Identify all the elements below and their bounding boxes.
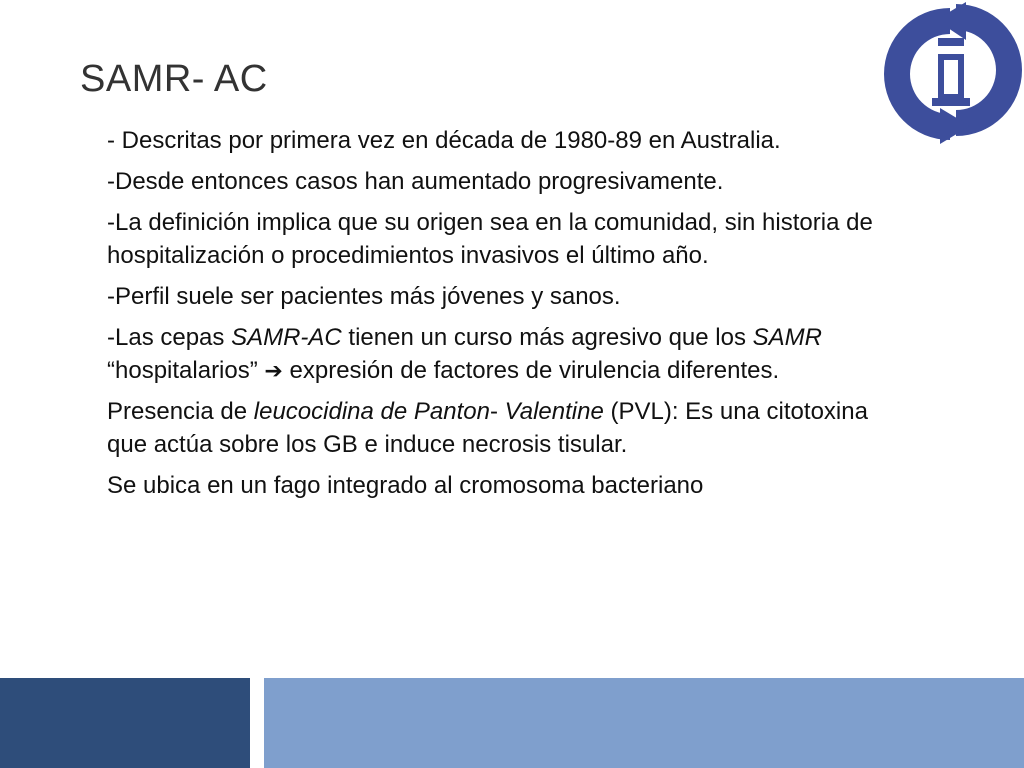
bullet-5-text-1: -Las cepas bbox=[107, 324, 232, 351]
bullet-4: -Perfil suele ser pacientes más jóvenes y sanos. bbox=[107, 283, 621, 310]
bullet-6-text-3: (PVL): Es una citotoxina que actúa sobre los GB e induce necrosis tisular. bbox=[107, 398, 868, 458]
footer-bar-light bbox=[264, 678, 1024, 768]
bullet-5-text-4: expresión de factores de virulencia diferentes. bbox=[282, 357, 780, 384]
footer-bar-dark bbox=[0, 678, 250, 768]
bullet-5-italic-2: SAMR bbox=[752, 324, 822, 351]
bullet-5-text-3: “hospitalarios” bbox=[107, 357, 265, 384]
bullet-6-text-2: - bbox=[489, 398, 505, 425]
bullet-6-italic-2: Valentine bbox=[504, 398, 604, 425]
slide-body bbox=[107, 124, 907, 510]
bullet-2: -Desde entonces casos han aumentado progresivamente. bbox=[107, 168, 724, 195]
right-arrow-icon: ➔ bbox=[264, 358, 283, 383]
bullet-6 bbox=[107, 395, 907, 461]
bullet-5-text-2: tienen un curso más agresivo que los bbox=[341, 324, 753, 351]
bullet-5 bbox=[107, 321, 907, 387]
bullet-1: - Descritas por primera vez en década de 1980-89 en Australia. bbox=[107, 127, 781, 154]
bullet-6-italic-1: leucocidina de Panton bbox=[253, 398, 490, 425]
bullet-6-text-1: Presencia de bbox=[107, 398, 254, 425]
bullet-7: Se ubica en un fago integrado al cromosoma bacteriano bbox=[107, 472, 704, 499]
bullet-3: -La definición implica que su origen sea en la comunidad, sin historia de hospitalización o procedimientos invasivos el último año. bbox=[107, 209, 873, 269]
slide-title: SAMR- AC bbox=[80, 58, 268, 100]
bullet-5-italic-1: SAMR-AC bbox=[231, 324, 342, 351]
